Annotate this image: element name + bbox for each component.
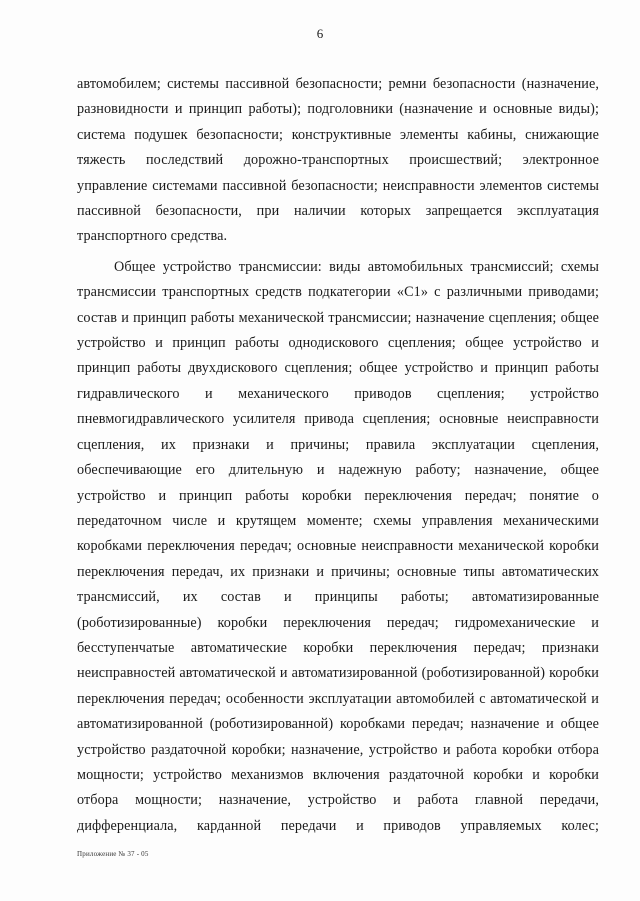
- footer-appendix-note: Приложение № 37 - 05: [77, 850, 149, 858]
- paragraph-passive-safety: автомобилем; системы пассивной безопасности; ремни безопасности (назначение, разновидности и принцип работы); подголовники (назначение и основные виды); система подушек безопасности; конструктивные элементы кабины, снижающие тяжесть последствий дорожно-транспортных происшествий; электронное управление системами пассивной безопасности; неисправности элементов системы пассивной безопасности, при наличии которых запрещается эксплуатация транспортного средства.: [77, 76, 599, 245]
- page-number: 6: [316, 26, 324, 41]
- body-text: [77, 72, 599, 839]
- paragraph-transmission: Общее устройство трансмиссии: виды автомобильных трансмиссий; схемы трансмиссии транспортных средств подкатегории «С1» с различными приводами; состав и принцип работы механической трансмиссии; назначение сцепления; общее устройство и принцип работы однодискового сцепления; общее устройство и принцип работы двухдискового сцепления; общее устройство и принцип работы гидравлического и механического приводов сцепления; устройство пневмогидравлического усилителя привода сцепления; основные неисправности сцепления, их признаки и причины; правила эксплуатации сцепления, обеспечивающие его длительную и надежную работу; назначение, общее устройство и принцип работы коробки переключения передач; понятие о передаточном числе и крутящем моменте; схемы управления механическими коробками переключения передач; основные неисправности механической коробки переключения передач, их признаки и причины; основные типы автоматических трансмиссий, их состав и принципы работы; автоматизированные (роботизированные) коробки переключения передач; гидромеханические и бесступенчатые автоматические коробки переключения передач; признаки неисправностей автоматической и автоматизированной (роботизированной) коробки переключения передач; особенности эксплуатации автомобилей с автоматической и автоматизированной (роботизированной) коробками передач; назначение и общее устройство раздаточной коробки; назначение, устройство и работа коробки отбора мощности; устройство механизмов включения раздаточной коробки и коробки отбора мощности; назначение, устройство и работа главной передачи, дифференциала, карданной передачи и приводов управляемых колес;: [77, 258, 599, 834]
